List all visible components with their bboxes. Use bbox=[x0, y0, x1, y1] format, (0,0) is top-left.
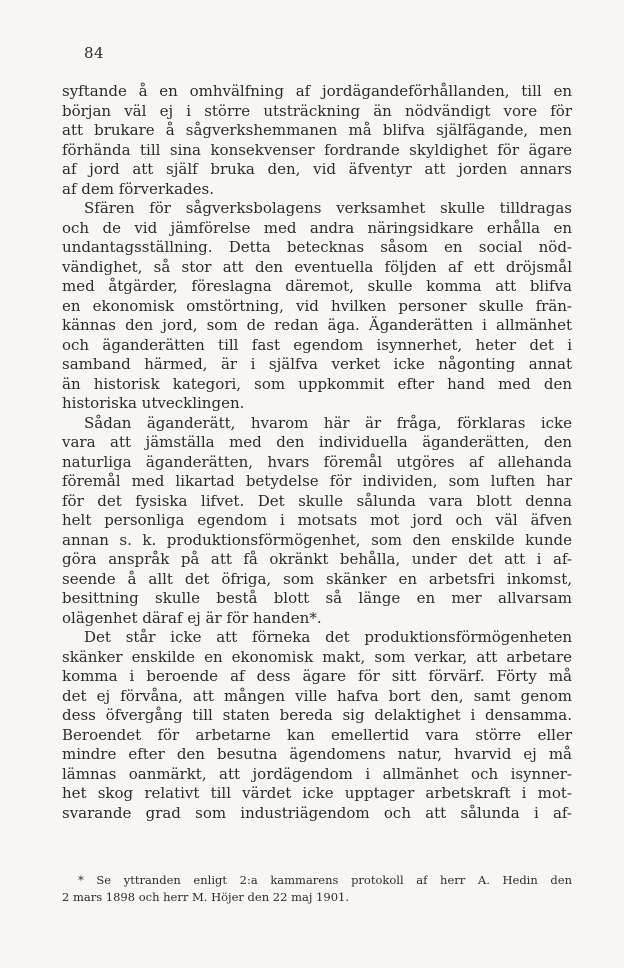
body-text-line: Beroendet för arbetarne kan emellertid vara större eller bbox=[62, 725, 572, 744]
body-text-line: förhända till sina konsekvenser fordrande skyldighet för ägare bbox=[62, 140, 572, 159]
body-text-line: besittning skulle bestå blott så länge en mer allvarsam bbox=[62, 589, 572, 607]
body-text-line: komma i beroende af dess ägare för sitt förvärf. Förty må bbox=[62, 667, 572, 685]
body-text-line: Sfären för sågverksbolagens verksamhet skulle tilldragas bbox=[84, 199, 572, 217]
body-text-line: det ej förvåna, att mången ville hafva bort den, samt genom bbox=[62, 686, 572, 705]
body-text-line: skänker enskilde en ekonomisk makt, som verkar, att arbetare bbox=[62, 647, 572, 666]
body-text-line: af jord att själf bruka den, vid äfventyr att jorden annars bbox=[62, 160, 572, 178]
footnote bbox=[62, 872, 572, 906]
body-text-line: början väl ej i större utsträckning än nödvändigt vore för bbox=[62, 101, 572, 120]
body-text-line: lämnas oanmärkt, att jordägendom i allmänhet och isynner- bbox=[62, 764, 572, 783]
body-text bbox=[62, 82, 572, 823]
footnote-line: 2 mars 1898 och herr M. Höjer den 22 maj 1901. bbox=[62, 890, 349, 904]
body-text-line: för det fysiska lifvet. Det skulle sålunda vara blott denna bbox=[62, 491, 572, 510]
body-text-line: att brukare å sågverkshemmanen må blifva själfägande, men bbox=[62, 121, 572, 139]
body-text-line: syftande å en omhvälfning af jordägandeförhållanden, till en bbox=[62, 82, 572, 100]
body-text-line: Det står icke att förneka det produktionsförmögenheten bbox=[84, 628, 572, 646]
body-text-line: vara att jämställa med den individuella äganderätten, den bbox=[62, 433, 572, 451]
body-text-line: dess öfvergång till staten bereda sig delaktighet i densamma. bbox=[62, 706, 572, 724]
body-text-line: och de vid jämförelse med andra näringsidkare erhålla en bbox=[62, 218, 572, 237]
body-text-line: föremål med likartad betydelse för individen, som luften har bbox=[62, 472, 572, 490]
footnote-line: * Se yttranden enligt 2:a kammarens protokoll af herr A. Hedin den bbox=[78, 873, 572, 887]
body-text-line: af dem förverkades. bbox=[62, 179, 214, 198]
body-text-line: vändighet, så stor att den eventuella följden af ett dröjsmål bbox=[62, 257, 572, 276]
body-text-line: en ekonomisk omstörtning, vid hvilken personer skulle frän- bbox=[62, 296, 572, 315]
body-text-line: mindre efter den besutna ägendomens natur, hvarvid ej må bbox=[62, 745, 572, 763]
body-text-line: het skog relativt till värdet icke upptager arbetskraft i mot- bbox=[62, 784, 572, 802]
body-text-line: kännas den jord, som de redan äga. Äganderätten i allmänhet bbox=[62, 316, 572, 334]
body-text-line: svarande grad som industriägendom och att sålunda i af- bbox=[62, 803, 572, 822]
body-text-line: än historisk kategori, som uppkommit efter hand med den bbox=[62, 374, 572, 393]
body-text-line: seende å allt det öfriga, som skänker en arbetsfri inkomst, bbox=[62, 569, 572, 588]
body-text-line: undantagsställning. Detta betecknas såsom en social nöd- bbox=[62, 238, 572, 256]
body-text-line: helt personliga egendom i motsats mot jord och väl äfven bbox=[62, 511, 572, 529]
page-number: 84 bbox=[84, 44, 105, 62]
body-text-line: historiska utvecklingen. bbox=[62, 394, 245, 412]
body-text-line: annan s. k. produktionsförmögenhet, som den enskilde kunde bbox=[62, 530, 572, 549]
body-text-line: naturliga äganderätten, hvars föremål utgöres af allehanda bbox=[62, 452, 572, 471]
body-text-line: samband härmed, är i själfva verket icke någonting annat bbox=[62, 355, 572, 373]
body-text-line: Sådan äganderätt, hvarom här är fråga, förklaras icke bbox=[84, 413, 572, 432]
body-text-line: göra anspråk på att få okränkt behålla, under det att i af- bbox=[62, 550, 572, 568]
body-text-line: och äganderätten till fast egendom isynnerhet, heter det i bbox=[62, 335, 572, 354]
body-text-line: olägenhet däraf ej är för handen*. bbox=[62, 608, 322, 627]
body-text-line: med åtgärder, föreslagna däremot, skulle komma att blifva bbox=[62, 277, 572, 295]
